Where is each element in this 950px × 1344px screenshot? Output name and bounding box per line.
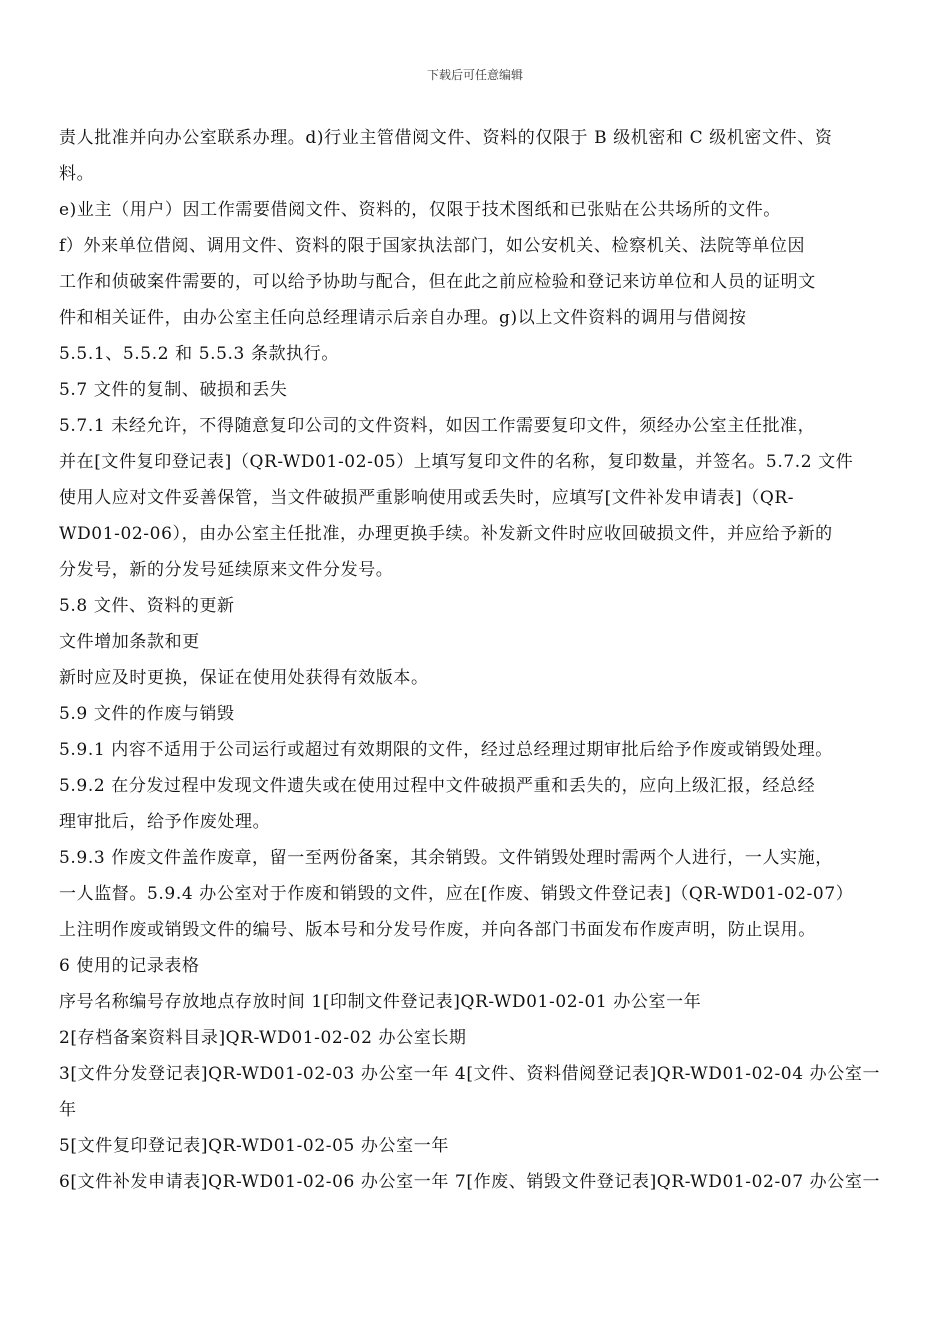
records-table-line: 2[存档备案资料目录]QR-WD01-02-02 办公室长期 — [59, 1028, 467, 1048]
text-line: 5.5.1、5.5.2 和 5.5.3 条款执行。 — [59, 344, 339, 364]
text-line: WD01-02-06），由办公室主任批准，办理更换手续。补发新文件时应收回破损文件，并应给予新的 — [59, 524, 833, 544]
text-line: 并在[文件复印登记表]（QR-WD01-02-05）上填写复印文件的名称，复印数量，并签名。5.7.2 文件 — [59, 452, 854, 472]
text-line: 料。 — [59, 164, 95, 184]
text-line: 5.9.3 作废文件盖作废章，留一至两份备案，其余销毁。文件销毁处理时需两个人进行，一人实施， — [59, 848, 833, 868]
records-table-line: 5[文件复印登记表]QR-WD01-02-05 办公室一年 — [59, 1136, 449, 1156]
text-line: 使用人应对文件妥善保管，当文件破损严重影响使用或丢失时，应填写[文件补发申请表]（QR- — [59, 488, 795, 508]
text-line: 文件增加条款和更 — [59, 632, 200, 652]
records-table-line: 序号名称编号存放地点存放时间 1[印制文件登记表]QR-WD01-02-01 办公室一年 — [59, 992, 702, 1012]
section-heading: 5.9 文件的作废与销毁 — [59, 704, 235, 724]
text-line: 5.9.2 在分发过程中发现文件遗失或在使用过程中文件破损严重和丢失的，应向上级汇报，经总经 — [59, 776, 816, 796]
page-header: 下载后可任意编辑 — [426, 68, 523, 82]
document-body — [59, 120, 889, 1200]
records-table-line: 6[文件补发申请表]QR-WD01-02-06 办公室一年 7[作废、销毁文件登记表]QR-WD01-02-07 办公室一 — [59, 1172, 881, 1192]
text-line: 一人监督。5.9.4 办公室对于作废和销毁的文件，应在[作废、销毁文件登记表]（QR-WD01-02-07） — [59, 884, 854, 904]
records-table-line: 3[文件分发登记表]QR-WD01-02-03 办公室一年 4[文件、资料借阅登记表]QR-WD01-02-04 办公室一 — [59, 1064, 881, 1084]
text-line: 上注明作废或销毁文件的编号、版本号和分发号作废，并向各部门书面发布作废声明，防止误用。 — [59, 920, 816, 940]
text-line: 件和相关证件，由办公室主任向总经理请示后亲自办理。g)以上文件资料的调用与借阅按 — [59, 308, 747, 328]
text-line: e)业主（用户）因工作需要借阅文件、资料的，仅限于技术图纸和已张贴在公共场所的文件。 — [59, 200, 781, 220]
text-line: 5.7.1 未经允许，不得随意复印公司的文件资料，如因工作需要复印文件，须经办公室主任批准， — [59, 416, 816, 436]
text-line: 新时应及时更换，保证在使用处获得有效版本。 — [59, 668, 429, 688]
text-line: 责人批准并向办公室联系办理。d)行业主管借阅文件、资料的仅限于 B 级机密和 C 级机密文件、资 — [59, 128, 833, 148]
records-table-line: 年 — [59, 1100, 77, 1120]
text-line: 理审批后，给予作废处理。 — [59, 812, 271, 832]
section-heading: 5.7 文件的复制、破损和丢失 — [59, 380, 288, 400]
text-line: 分发号，新的分发号延续原来文件分发号。 — [59, 560, 394, 580]
section-heading: 6 使用的记录表格 — [59, 956, 200, 976]
section-heading: 5.8 文件、资料的更新 — [59, 596, 235, 616]
text-line: f）外来单位借阅、调用文件、资料的限于国家执法部门，如公安机关、检察机关、法院等单位因 — [59, 236, 806, 256]
text-line: 5.9.1 内容不适用于公司运行或超过有效期限的文件，经过总经理过期审批后给予作废或销毁处理。 — [59, 740, 833, 760]
text-line: 工作和侦破案件需要的，可以给予协助与配合，但在此之前应检验和登记来访单位和人员的证明文 — [59, 272, 816, 292]
